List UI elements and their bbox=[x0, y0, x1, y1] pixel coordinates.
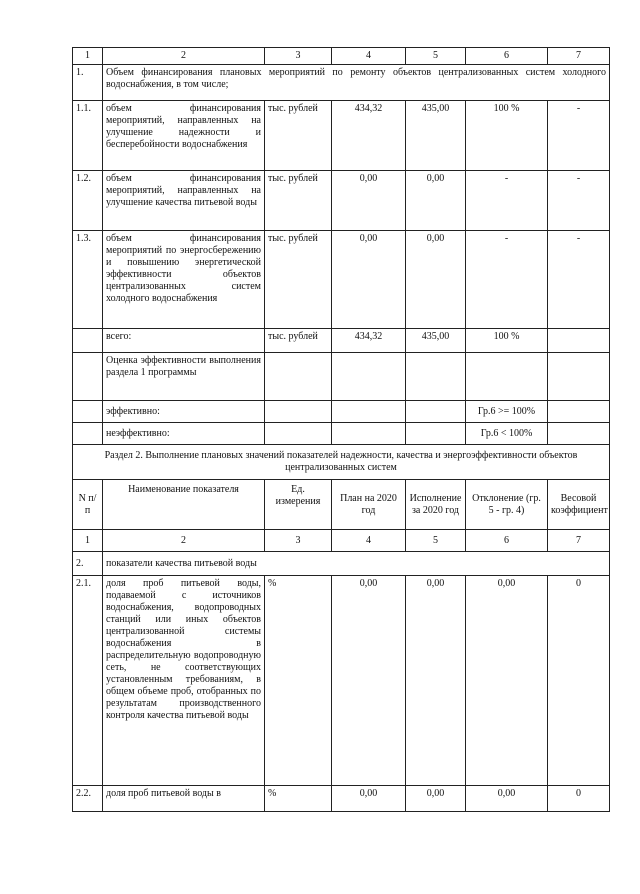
col-number: 5 bbox=[406, 48, 466, 65]
deviation-cell: 0,00 bbox=[466, 576, 548, 786]
header-fact: Исполнение за 2020 год bbox=[406, 480, 466, 530]
indicator-name: объем финансирования мероприятий по энергосбережению и повышению энергетической эффективности объектов централизованных систем холодного водоснабжения bbox=[103, 231, 265, 329]
row-number: 2. bbox=[73, 552, 103, 576]
col-number: 4 bbox=[332, 48, 406, 65]
ineffective-condition: Гр.6 < 100% bbox=[466, 423, 548, 445]
plan-cell: 0,00 bbox=[332, 786, 406, 812]
plan-cell: 434,32 bbox=[332, 329, 406, 353]
plan-cell: 0,00 bbox=[332, 576, 406, 786]
col-number: 1 bbox=[73, 530, 103, 552]
col-number: 1 bbox=[73, 48, 103, 65]
header-name: Наименование показателя bbox=[103, 480, 265, 530]
financing-table bbox=[72, 47, 610, 812]
section-title-row bbox=[73, 445, 610, 480]
table-row bbox=[73, 231, 610, 329]
deviation-cell: 100 % bbox=[466, 101, 548, 171]
row-number: 1.2. bbox=[73, 171, 103, 231]
header-plan: План на 2020 год bbox=[332, 480, 406, 530]
fact-cell: 0,00 bbox=[406, 171, 466, 231]
col-number: 2 bbox=[103, 48, 265, 65]
fact-cell: 0,00 bbox=[406, 576, 466, 786]
plan-cell: 0,00 bbox=[332, 171, 406, 231]
fact-cell: 0,00 bbox=[406, 231, 466, 329]
ineffective-row bbox=[73, 423, 610, 445]
weight-cell: - bbox=[548, 231, 610, 329]
col-number: 5 bbox=[406, 530, 466, 552]
header-num: N п/п bbox=[73, 480, 103, 530]
deviation-cell: 0,00 bbox=[466, 786, 548, 812]
row-text: Объем финансирования плановых мероприятий по ремонту объектов централизованных систем холодного водоснабжения, в том числе; bbox=[103, 65, 610, 101]
col-number: 6 bbox=[466, 48, 548, 65]
header-weight: Весовой коэффициент bbox=[548, 480, 610, 530]
table-row bbox=[73, 786, 610, 812]
col-number: 4 bbox=[332, 530, 406, 552]
indicator-name: объем финансирования мероприятий, направленных на улучшение надежности и бесперебойности водоснабжения bbox=[103, 101, 265, 171]
fact-cell: 435,00 bbox=[406, 101, 466, 171]
row-text: показатели качества питьевой воды bbox=[103, 552, 610, 576]
col-number: 2 bbox=[103, 530, 265, 552]
col-number: 6 bbox=[466, 530, 548, 552]
col-number: 7 bbox=[548, 530, 610, 552]
indicator-name: доля проб питьевой воды, подаваемой с источников водоснабжения, водопроводных станций или иных объектов централизованной системы водоснабжения в распределительную водопроводную сеть, не соответствующих установленным требованиям, в общем объеме проб, отобранных по результатам производственного контроля качества питьевой воды bbox=[103, 576, 265, 786]
table-row bbox=[73, 576, 610, 786]
fact-cell: 0,00 bbox=[406, 786, 466, 812]
evaluation-label: Оценка эффективности выполнения раздела 1 программы bbox=[103, 353, 265, 401]
column-number-row bbox=[73, 48, 610, 65]
table-row bbox=[73, 101, 610, 171]
weight-cell: - bbox=[548, 101, 610, 171]
document-page bbox=[72, 47, 609, 812]
col-number: 3 bbox=[265, 530, 332, 552]
weight-cell: 0 bbox=[548, 576, 610, 786]
row-number: 1.3. bbox=[73, 231, 103, 329]
unit-cell: % bbox=[265, 786, 332, 812]
deviation-cell: 100 % bbox=[466, 329, 548, 353]
header-deviation: Отклонение (гр. 5 - гр. 4) bbox=[466, 480, 548, 530]
table-row bbox=[73, 552, 610, 576]
unit-cell: тыс. рублей bbox=[265, 101, 332, 171]
fact-cell: 435,00 bbox=[406, 329, 466, 353]
unit-cell: тыс. рублей bbox=[265, 231, 332, 329]
evaluation-row bbox=[73, 353, 610, 401]
indicator-name: объем финансирования мероприятий, направленных на улучшение качества питьевой воды bbox=[103, 171, 265, 231]
col-number: 3 bbox=[265, 48, 332, 65]
column-header-row bbox=[73, 480, 610, 530]
total-row bbox=[73, 329, 610, 353]
indicator-name: доля проб питьевой воды в bbox=[103, 786, 265, 812]
plan-cell: 0,00 bbox=[332, 231, 406, 329]
row-number: 2.2. bbox=[73, 786, 103, 812]
unit-cell: % bbox=[265, 576, 332, 786]
col-number: 7 bbox=[548, 48, 610, 65]
unit-cell: тыс. рублей bbox=[265, 171, 332, 231]
table-row bbox=[73, 171, 610, 231]
row-number: 2.1. bbox=[73, 576, 103, 786]
plan-cell: 434,32 bbox=[332, 101, 406, 171]
row-number: 1.1. bbox=[73, 101, 103, 171]
effective-row bbox=[73, 401, 610, 423]
header-unit: Ед. измерения bbox=[265, 480, 332, 530]
total-label: всего: bbox=[103, 329, 265, 353]
section-title: Раздел 2. Выполнение плановых значений показателей надежности, качества и энергоэффективности объектов централизованных систем bbox=[73, 445, 610, 480]
weight-cell: 0 bbox=[548, 786, 610, 812]
unit-cell: тыс. рублей bbox=[265, 329, 332, 353]
weight-cell: - bbox=[548, 171, 610, 231]
ineffective-label: неэффективно: bbox=[103, 423, 265, 445]
table-row bbox=[73, 65, 610, 101]
effective-label: эффективно: bbox=[103, 401, 265, 423]
effective-condition: Гр.6 >= 100% bbox=[466, 401, 548, 423]
column-number-row bbox=[73, 530, 610, 552]
deviation-cell: - bbox=[466, 231, 548, 329]
deviation-cell: - bbox=[466, 171, 548, 231]
row-number: 1. bbox=[73, 65, 103, 101]
